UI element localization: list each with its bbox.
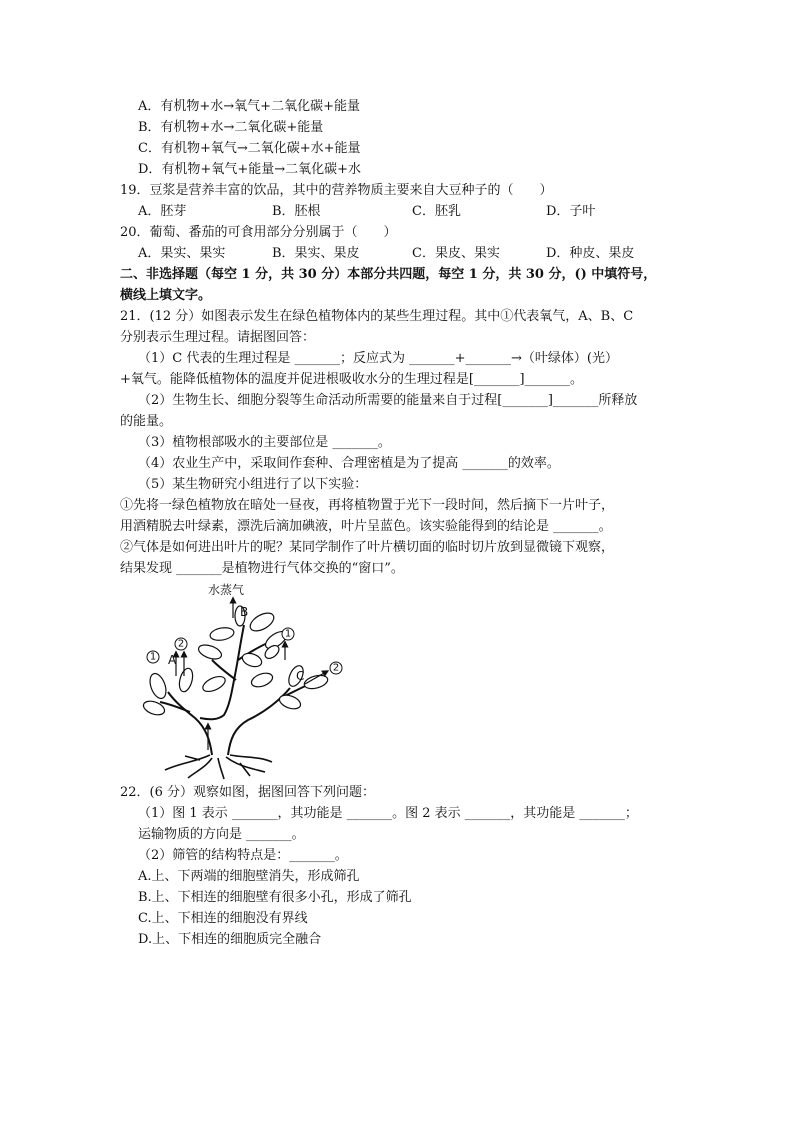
roots (165, 755, 272, 779)
q21-stem-line1: 21．(12 分）如图表示发生在绿色植物体内的某些生理过程。其中①代表氧气，A、B、C (120, 309, 634, 324)
marker-2-left: 2 (177, 638, 185, 650)
q21-sub1-line2: +氧气。能降低植物体的温度并促进根吸收水分的生理过程是[_______]_______。 (120, 372, 584, 387)
q19-option-b: B．胚根 (272, 204, 321, 219)
q22-sub1-line2: 运输物质的方向是 _______。 (138, 827, 305, 842)
section2-heading-line2: 横线上填文字。 (120, 288, 212, 303)
q19-option-d: D．子叶 (546, 204, 596, 219)
q21-sub5-exp1-line1: ①先将一绿色植物放在暗处一昼夜，再将植物置于光下一段时间，然后摘下一片叶子， (120, 498, 615, 513)
q18-option-a: A．有机物+水→氧气+二氧化碳+能量 (138, 99, 360, 114)
plant-process-figure (140, 580, 360, 780)
plant-illustration (140, 580, 360, 780)
q20-stem: 20．葡萄、番茄的可食用部分分别属于（ ） (120, 225, 397, 240)
label-c: C (296, 669, 305, 683)
q19-option-c: C．胚乳 (412, 204, 461, 219)
q21-sub5-exp1-line2: 用酒精脱去叶绿素，漂洗后滴加碘液，叶片呈蓝色。该实验能得到的结论是 _______。 (120, 519, 612, 534)
q21-sub5-exp2-line2: 结果发现 _______是植物进行气体交换的“窗口”。 (120, 561, 404, 576)
q18-option-c: C．有机物+氧气→二氧化碳+水+能量 (138, 141, 361, 156)
q21-sub4: （4）农业生产中，采取间作套种、合理密植是为了提高 _______的效率。 (138, 456, 560, 471)
marker-2-right: 2 (332, 662, 340, 674)
q22-stem: 22．(6 分）观察如图，据图回答下列问题： (120, 785, 376, 800)
label-a: A (168, 653, 177, 667)
label-water-vapor: 水蒸气 (208, 583, 245, 597)
marker-1-left: 1 (149, 651, 157, 663)
q20-option-d: D．种皮、果皮 (546, 246, 635, 261)
q21-sub3: （3）植物根部吸水的主要部位是 _______。 (138, 435, 391, 450)
q21-sub5: （5）某生物研究小组进行了以下实验： (138, 477, 368, 492)
q22-option-c: C.上、下相连的细胞没有界线 (138, 911, 308, 926)
q18-option-b: B．有机物+水→二氧化碳+能量 (138, 120, 324, 135)
q21-stem-line2: 分别表示生理过程。请据图回答： (120, 330, 316, 345)
section2-heading-line1: 二、非选择题（每空 1 分，共 30 分）本部分共四题，每空 1 分，共 30 分，() 中填符号， (120, 267, 657, 282)
q21-sub2-line1: （2）生物生长、细胞分裂等生命活动所需要的能量来自于过程[_______]_______所释放 (138, 393, 638, 408)
q18-option-d: D．有机物+氧气+能量→二氧化碳+水 (138, 162, 361, 177)
label-b: B (240, 605, 249, 619)
q20-option-b: B．果实、果皮 (272, 246, 360, 261)
q22-option-a: A.上、下两端的细胞壁消失，形成筛孔 (138, 869, 360, 884)
marker-1-right: 1 (284, 628, 292, 640)
q22-option-d: D.上、下相连的细胞质完全融合 (138, 932, 322, 947)
q19-stem: 19．豆浆是营养丰富的饮品，其中的营养物质主要来自大豆种子的（ ） (120, 183, 553, 198)
q22-sub2: （2）筛管的结构特点是：_______。 (138, 848, 348, 863)
q22-sub1-line1: （1）图 1 表示 _______，其功能是 _______。图 2 表示 _______，其功能是 _______； (138, 806, 638, 821)
q22-option-b: B.上、下相连的细胞壁有很多小孔，形成了筛孔 (138, 890, 412, 905)
q20-option-a: A．果实、果实 (138, 246, 226, 261)
q21-sub5-exp2-line1: ②气体是如何进出叶片的呢？某同学制作了叶片横切面的临时切片放到显微镜下观察， (120, 540, 615, 555)
q21-sub1-line1: （1）C 代表的生理过程是 _______；反应式为 _______+_______→（叶绿体）(光） (138, 351, 618, 366)
q20-option-c: C．果皮、果实 (412, 246, 500, 261)
q21-sub2-line2: 的能量。 (120, 414, 173, 429)
q19-option-a: A．胚芽 (138, 204, 187, 219)
